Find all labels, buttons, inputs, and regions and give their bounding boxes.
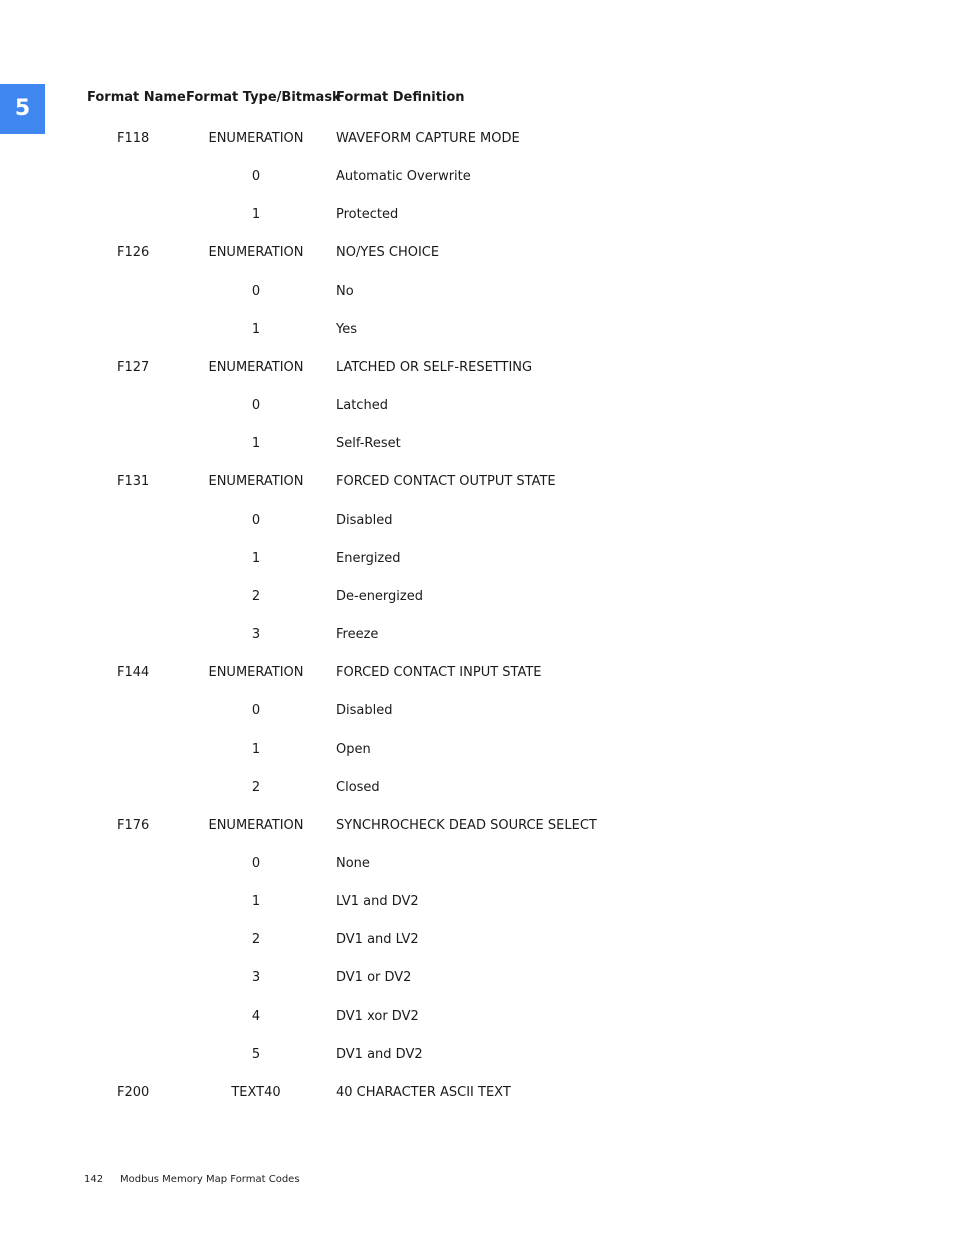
page-number: 142 — [84, 1174, 104, 1185]
header-format-name: Format Name — [87, 90, 186, 105]
format-type-cell: ENUMERATION — [208, 817, 304, 833]
table-row — [0, 196, 954, 234]
format-name-cell: F126 — [117, 245, 150, 261]
table-row — [0, 578, 954, 616]
table-row — [0, 540, 954, 578]
format-type-cell: 3 — [251, 627, 261, 643]
format-definition-cell: None — [336, 855, 370, 871]
table-row — [0, 1036, 954, 1074]
table-row — [0, 769, 954, 807]
format-definition-cell: Freeze — [336, 627, 379, 643]
format-type-cell: 1 — [251, 894, 261, 910]
table-row — [0, 921, 954, 959]
table-row — [0, 959, 954, 997]
format-type-cell: TEXT40 — [231, 1084, 281, 1100]
table-row — [0, 998, 954, 1036]
format-definition-cell: Yes — [336, 321, 357, 337]
table-row — [0, 158, 954, 196]
format-definition-cell: Automatic Overwrite — [336, 169, 471, 185]
format-definition-cell: Protected — [336, 207, 399, 223]
format-type-cell: 4 — [251, 1008, 261, 1024]
format-definition-cell: DV1 xor DV2 — [336, 1008, 419, 1024]
format-type-cell: ENUMERATION — [208, 474, 304, 490]
format-definition-cell: De-energized — [336, 588, 423, 604]
table-row — [0, 273, 954, 311]
format-type-cell: 0 — [251, 283, 261, 299]
table-row — [0, 654, 954, 692]
format-definition-cell: DV1 or DV2 — [336, 970, 412, 986]
format-definition-cell: Disabled — [336, 703, 393, 719]
table-row — [0, 807, 954, 845]
format-type-cell: 1 — [251, 207, 261, 223]
format-type-cell: 1 — [251, 321, 261, 337]
format-name-cell: F118 — [117, 131, 150, 146]
table-row — [0, 502, 954, 540]
format-type-cell: 0 — [251, 398, 261, 414]
header-format-definition: Format Definition — [336, 90, 465, 105]
format-definition-cell: DV1 and DV2 — [336, 1046, 423, 1062]
format-definition-cell: Self-Reset — [336, 436, 401, 452]
format-type-cell: ENUMERATION — [208, 359, 304, 375]
table-row — [0, 731, 954, 769]
format-definition-cell: 40 CHARACTER ASCII TEXT — [336, 1084, 511, 1100]
format-definition-cell: Closed — [336, 779, 380, 795]
format-name-cell: F131 — [117, 474, 150, 490]
format-type-cell: 2 — [251, 588, 261, 604]
table-row — [0, 616, 954, 654]
format-definition-cell: Latched — [336, 398, 388, 414]
format-definition-cell: WAVEFORM CAPTURE MODE — [336, 131, 520, 146]
format-type-cell: 0 — [251, 512, 261, 528]
chapter-tab: 5 — [0, 84, 45, 134]
format-definition-cell: Disabled — [336, 512, 393, 528]
format-name-cell: F127 — [117, 359, 150, 375]
table-row — [0, 311, 954, 349]
table-row — [0, 234, 954, 272]
format-definition-cell: LATCHED OR SELF-RESETTING — [336, 359, 533, 375]
format-type-cell: 0 — [251, 855, 261, 871]
format-definition-cell: FORCED CONTACT OUTPUT STATE — [336, 474, 556, 490]
format-type-cell: 5 — [251, 1046, 261, 1062]
format-definition-cell: Open — [336, 741, 371, 757]
table-row — [0, 387, 954, 425]
table-row — [0, 883, 954, 921]
format-type-cell: 1 — [251, 436, 261, 452]
format-type-cell: 2 — [251, 932, 261, 948]
table-row — [0, 1074, 954, 1112]
format-type-cell: 0 — [251, 703, 261, 719]
format-definition-cell: FORCED CONTACT INPUT STATE — [336, 665, 542, 681]
format-type-cell: ENUMERATION — [208, 665, 304, 681]
table-row — [0, 120, 954, 158]
table-row — [0, 463, 954, 501]
format-type-cell: 2 — [251, 779, 261, 795]
format-type-cell: 3 — [251, 970, 261, 986]
format-definition-cell: No — [336, 283, 354, 299]
format-type-cell: 0 — [251, 169, 261, 185]
format-definition-cell: NO/YES CHOICE — [336, 245, 440, 261]
format-name-cell: F144 — [117, 665, 150, 681]
format-name-cell: F176 — [117, 817, 150, 833]
format-type-cell: 1 — [251, 550, 261, 566]
format-definition-cell: DV1 and LV2 — [336, 932, 419, 948]
table-row — [0, 692, 954, 730]
format-definition-cell: LV1 and DV2 — [336, 894, 419, 910]
format-table — [0, 120, 954, 1112]
table-row — [0, 425, 954, 463]
format-type-cell: ENUMERATION — [208, 131, 304, 146]
format-definition-cell: SYNCHROCHECK DEAD SOURCE SELECT — [336, 817, 597, 833]
header-format-type: Format Type/Bitmask — [186, 90, 341, 105]
format-type-cell: ENUMERATION — [208, 245, 304, 261]
footer-title: Modbus Memory Map Format Codes — [120, 1174, 300, 1185]
format-name-cell: F200 — [117, 1084, 150, 1100]
format-definition-cell: Energized — [336, 550, 401, 566]
format-type-cell: 1 — [251, 741, 261, 757]
table-row — [0, 845, 954, 883]
table-row — [0, 349, 954, 387]
